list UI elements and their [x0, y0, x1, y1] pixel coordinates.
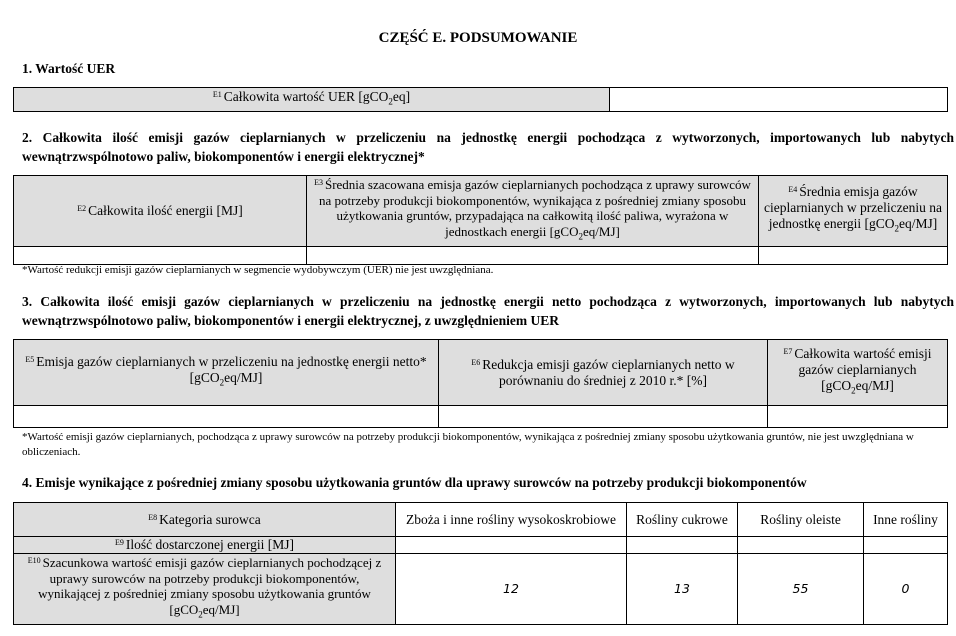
energy-oil[interactable]: [738, 537, 864, 554]
field-code: E1: [212, 90, 222, 99]
subscript: 2: [578, 231, 583, 242]
col-other: Inne rośliny: [864, 503, 948, 537]
col-sugar: Rośliny cukrowe: [627, 503, 738, 537]
header-label-end: eq/MJ]: [224, 370, 263, 386]
field-code: E3: [314, 178, 323, 187]
header-label: Kategoria surowca: [159, 511, 261, 527]
field-code: E10: [27, 556, 41, 565]
uer-table: [13, 87, 948, 112]
iluc-emission-row-header: [14, 554, 396, 625]
uer-value-cell[interactable]: [610, 88, 948, 112]
subscript: 2: [894, 224, 899, 235]
col-oil: Rośliny oleiste: [738, 503, 864, 537]
avg-iluc-emission-header: [307, 176, 759, 247]
total-emission-header: [768, 340, 948, 406]
field-code: E8: [148, 512, 158, 522]
avg-iluc-emission-value[interactable]: [307, 246, 759, 264]
header-label-end: eq/MJ]: [898, 216, 938, 232]
header-label: Redukcja emisji gazów cieplarnianych netto w porównaniu do średniej z 2010 r.* [%]: [482, 356, 735, 388]
page-title: CZĘŚĆ E. PODSUMOWANIE: [378, 30, 578, 46]
uer-label: Całkowita wartość UER [gCO: [223, 89, 389, 104]
net-reduction-header: [439, 340, 768, 406]
field-code: E7: [783, 347, 793, 357]
field-code: E6: [471, 357, 481, 367]
section-2-heading: 2. Całkowita ilość emisji gazów cieplarnianych w przeliczeniu na jednostkę energii pochodząca z wytworzonych, importowanych lub nabytych wewnątrzwspólnotowo paliw, biokomponentów i energii elektrycznej*: [22, 130, 954, 164]
field-code: E5: [25, 355, 35, 365]
section-3-note: *Wartość emisji gazów cieplarnianych, pochodząca z uprawy surowców na potrzeby produkcji biokomponentów, wynikająca z pośredniej zmiany sposobu użytkowania gruntów, nie jest uwzględniana w obliczeniach.: [22, 431, 914, 458]
section-1-heading: 1. Wartość UER: [22, 61, 116, 76]
iluc-oil-value[interactable]: 55: [738, 554, 864, 625]
header-label: Ilość dostarczonej energii [MJ]: [125, 537, 294, 552]
energy-cereals[interactable]: [396, 537, 627, 554]
avg-emission-value[interactable]: [759, 246, 948, 264]
uer-label-end: eq]: [392, 89, 411, 104]
avg-emission-header: [759, 176, 948, 247]
header-label-end: eq/MJ]: [583, 223, 620, 239]
header-label: Średnia szacowana emisja gazów cieplarnianych pochodząca z uprawy surowców na potrzeby produkcji biokomponentów, wynikająca z pośredniej zmiany sposobu użytkowania gruntów, przypadająca na całkowitą ilość paliwa, wyrażona w jednostkach energii [gCO: [319, 177, 751, 239]
total-emission-value[interactable]: [768, 406, 948, 428]
header-label: Całkowita wartość emisji gazów cieplarnianych [gCO: [794, 346, 932, 394]
energy-other[interactable]: [864, 537, 948, 554]
energy-sugar[interactable]: [627, 537, 738, 554]
section-2-note: *Wartość redukcji emisji gazów cieplarnianych w segmencie wydobywczym (UER) nie jest uwzględniana.: [22, 264, 494, 276]
subscript: 2: [388, 96, 393, 107]
header-label: Emisja gazów cieplarnianych w przeliczeniu na jednostkę energii netto* [gCO: [36, 354, 427, 386]
subscript: 2: [198, 609, 203, 620]
subscript: 2: [851, 385, 856, 396]
iluc-table: [13, 502, 948, 625]
field-code: E4: [788, 185, 798, 195]
energy-row-header: [14, 537, 396, 554]
uer-label-cell: [14, 88, 610, 112]
field-code: E2: [77, 203, 87, 213]
header-label-end: eq/MJ]: [202, 601, 240, 617]
section-3-heading: 3. Całkowita ilość emisji gazów cieplarnianych w przeliczeniu na jednostkę energii netto pochodząca z wytworzonych, importowanych lub nabytych wewnątrzwspólnotowo paliw, biokomponentów i energii elektrycznej, z uwzględnieniem UER: [22, 294, 954, 328]
net-emission-table: [13, 339, 948, 428]
col-cereals: Zboża i inne rośliny wysokoskrobiowe: [396, 503, 627, 537]
field-code: E9: [115, 538, 124, 547]
net-emission-value[interactable]: [14, 406, 439, 428]
iluc-other-value[interactable]: 0: [864, 554, 948, 625]
section-4-heading: 4. Emisje wynikające z pośredniej zmiany sposobu użytkowania gruntów dla uprawy surowców na potrzeby produkcji biokomponentów: [22, 475, 807, 490]
total-energy-header: [14, 176, 307, 247]
emission-energy-table: [13, 175, 948, 265]
header-label-end: eq/MJ]: [855, 378, 894, 394]
iluc-cereals-value[interactable]: 12: [396, 554, 627, 625]
total-energy-value[interactable]: [14, 246, 307, 264]
subscript: 2: [219, 377, 225, 388]
iluc-sugar-value[interactable]: 13: [627, 554, 738, 625]
header-label: Średnia emisja gazów cieplarnianych w przeliczeniu na jednostkę energii [gCO: [763, 184, 943, 232]
net-reduction-value[interactable]: [439, 406, 768, 428]
header-label: Całkowita ilość energii [MJ]: [88, 202, 243, 218]
net-emission-header: [14, 340, 439, 406]
category-header: [14, 503, 396, 537]
header-label: Szacunkowa wartość emisji gazów cieplarnianych pochodzącej z uprawy surowców na potrzeby produkcji biokomponentów, wynikającej z pośredniej zmiany sposobu użytkowania gruntów [gCO: [38, 555, 382, 617]
